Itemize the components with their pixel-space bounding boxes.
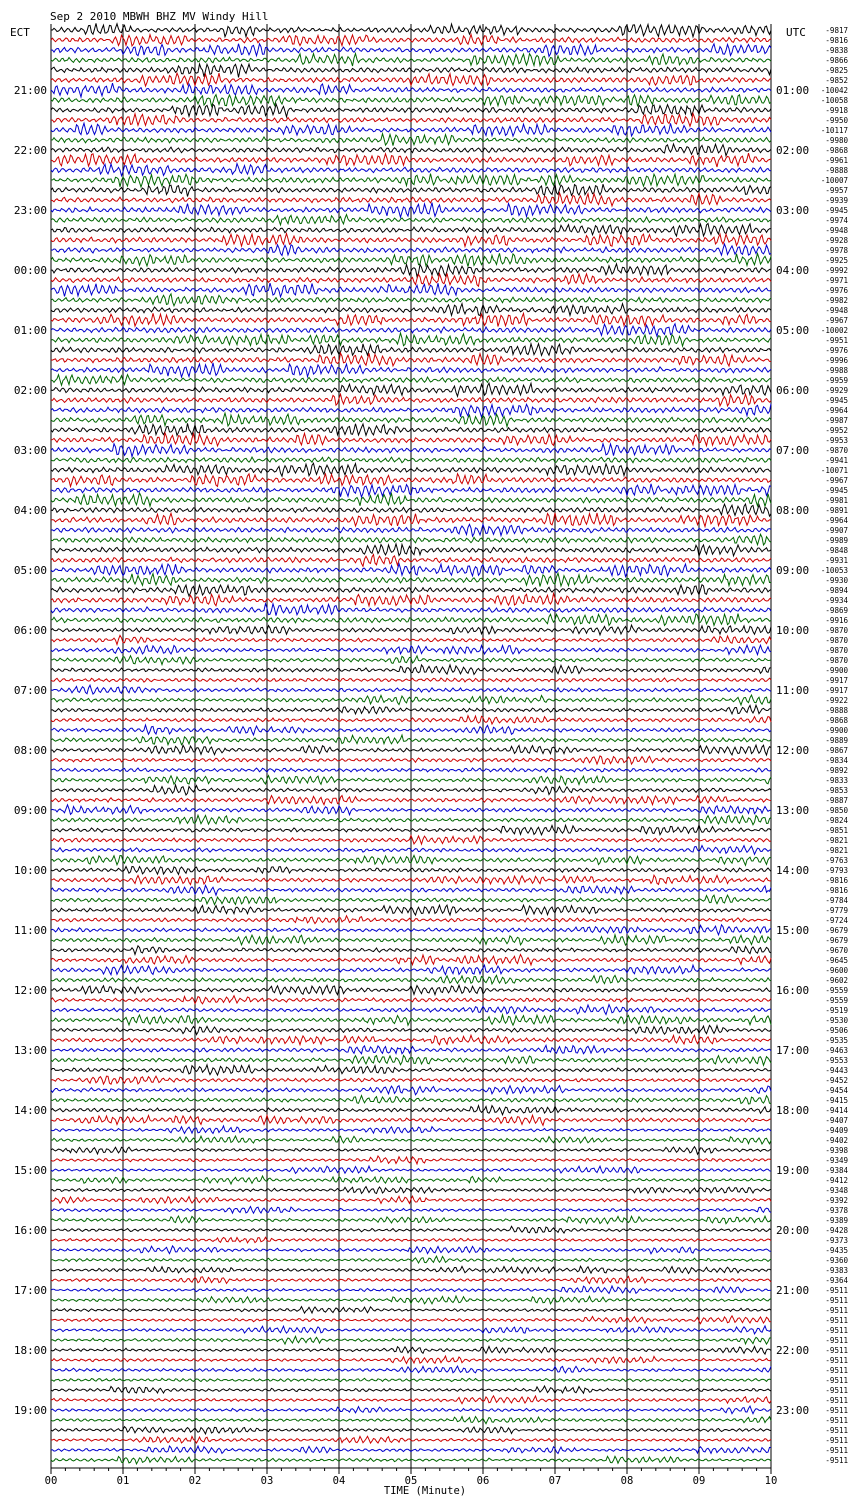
trace-offset-value: -10071	[820, 466, 848, 475]
trace-offset-value: -9679	[825, 926, 848, 935]
left-timezone-label: ECT	[10, 26, 30, 39]
trace-offset-value: -9824	[825, 816, 848, 825]
right-hour-label: 05:00	[776, 324, 810, 337]
right-hour-label: 02:00	[776, 144, 810, 157]
trace-offset-value: -9511	[825, 1396, 848, 1405]
left-hour-label: 21:00	[13, 84, 47, 97]
left-hour-label: 00:00	[13, 264, 47, 277]
x-tick-label: 08	[620, 1475, 634, 1487]
trace-offset-value: -9870	[825, 446, 848, 455]
trace-offset-value: -9922	[825, 696, 848, 705]
right-hour-label: 12:00	[776, 744, 810, 757]
trace-offset-value: -9511	[825, 1296, 848, 1305]
left-hour-label: 23:00	[13, 204, 47, 217]
left-hour-label: 13:00	[13, 1044, 47, 1057]
x-tick-label: 01	[116, 1475, 130, 1487]
trace-offset-value: -9602	[825, 976, 848, 985]
trace-offset-value: -9559	[825, 986, 848, 995]
trace-offset-value: -9407	[825, 1116, 848, 1125]
left-hour-label: 19:00	[13, 1404, 47, 1417]
right-hour-label: 11:00	[776, 684, 810, 697]
trace-offset-value: -9679	[825, 936, 848, 945]
trace-offset-value: -9553	[825, 1056, 848, 1065]
trace-offset-value: -9506	[825, 1026, 848, 1035]
trace-offset-value: -9900	[825, 726, 848, 735]
left-hour-label: 18:00	[13, 1344, 47, 1357]
left-hour-label: 06:00	[13, 624, 47, 637]
trace-offset-value: -9454	[825, 1086, 848, 1095]
trace-offset-value: -9821	[825, 846, 848, 855]
trace-offset-value: -9948	[825, 226, 848, 235]
trace-offset-value: -9941	[825, 456, 848, 465]
trace-offset-labels	[821, 26, 849, 1465]
right-hour-labels	[776, 84, 809, 1417]
right-hour-label: 03:00	[776, 204, 810, 217]
trace-offset-value: -9889	[825, 736, 848, 745]
trace-offset-value: -9435	[825, 1246, 848, 1255]
trace-offset-value: -9868	[825, 716, 848, 725]
trace-offset-value: -9373	[825, 1236, 848, 1245]
trace-offset-value: -9934	[825, 596, 848, 605]
x-tick-label: 00	[44, 1475, 58, 1487]
trace-offset-value: -9838	[825, 46, 848, 55]
trace-offset-value: -9364	[825, 1276, 848, 1285]
right-hour-label: 20:00	[776, 1224, 810, 1237]
trace-offset-value: -9945	[825, 396, 848, 405]
trace-offset-value: -9428	[825, 1226, 848, 1235]
trace-offset-value: -9511	[825, 1346, 848, 1355]
trace-offset-value: -9852	[825, 76, 848, 85]
trace-offset-value: -9916	[825, 616, 848, 625]
trace-offset-value: -9378	[825, 1206, 848, 1215]
trace-offset-value: -9360	[825, 1256, 848, 1265]
trace-offset-value: -9967	[825, 316, 848, 325]
x-tick-label: 04	[332, 1475, 346, 1487]
trace-offset-value: -9870	[825, 646, 848, 655]
trace-offset-value: -9945	[825, 206, 848, 215]
trace-offset-value: -9917	[825, 676, 848, 685]
trace-offset-value: -9793	[825, 866, 848, 875]
trace-offset-value: -9443	[825, 1066, 848, 1075]
right-hour-label: 18:00	[776, 1104, 810, 1117]
trace-offset-value: -9850	[825, 806, 848, 815]
trace-offset-value: -9409	[825, 1126, 848, 1135]
trace-offset-value: -10042	[820, 86, 848, 95]
trace-offset-value: -9939	[825, 196, 848, 205]
trace-offset-value: -9918	[825, 106, 848, 115]
trace-offset-value: -9349	[825, 1156, 848, 1165]
trace-offset-value: -9398	[825, 1146, 848, 1155]
trace-offset-value: -9892	[825, 766, 848, 775]
left-hour-label: 03:00	[13, 444, 47, 457]
trace-offset-value: -9928	[825, 236, 848, 245]
trace-offset-value: -10058	[820, 96, 848, 105]
trace-offset-value: -9511	[825, 1306, 848, 1315]
trace-offset-value: -9535	[825, 1036, 848, 1045]
trace-offset-value: -9964	[825, 406, 848, 415]
trace-offset-value: -9870	[825, 656, 848, 665]
trace-offset-value: -9511	[825, 1286, 848, 1295]
trace-offset-value: -9950	[825, 116, 848, 125]
left-hour-label: 09:00	[13, 804, 47, 817]
trace-offset-value: -9894	[825, 586, 848, 595]
right-hour-label: 22:00	[776, 1344, 810, 1357]
right-hour-label: 15:00	[776, 924, 810, 937]
trace-offset-value: -10007	[820, 176, 848, 185]
trace-offset-value: -9951	[825, 336, 848, 345]
trace-offset-value: -9888	[825, 166, 848, 175]
trace-offset-value: -9511	[825, 1386, 848, 1395]
x-tick-label: 02	[188, 1475, 202, 1487]
right-hour-label: 06:00	[776, 384, 810, 397]
trace-offset-value: -9511	[825, 1416, 848, 1425]
trace-offset-value: -9511	[825, 1376, 848, 1385]
trace-offset-value: -9870	[825, 626, 848, 635]
left-hour-label: 15:00	[13, 1164, 47, 1177]
trace-offset-value: -9645	[825, 956, 848, 965]
trace-offset-value: -9907	[825, 526, 848, 535]
left-hour-label: 02:00	[13, 384, 47, 397]
trace-offset-value: -9511	[825, 1356, 848, 1365]
left-hour-label: 08:00	[13, 744, 47, 757]
right-hour-label: 01:00	[776, 84, 810, 97]
trace-offset-value: -9402	[825, 1136, 848, 1145]
trace-offset-value: -9519	[825, 1006, 848, 1015]
trace-offset-value: -9891	[825, 506, 848, 515]
trace-offset-value: -9945	[825, 486, 848, 495]
trace-offset-value: -9511	[825, 1316, 848, 1325]
trace-offset-value: -9383	[825, 1266, 848, 1275]
trace-offset-value: -9511	[825, 1336, 848, 1345]
trace-offset-value: -9867	[825, 746, 848, 755]
left-hour-label: 10:00	[13, 864, 47, 877]
trace-offset-value: -9511	[825, 1426, 848, 1435]
trace-offset-value: -9987	[825, 416, 848, 425]
trace-offset-value: -9784	[825, 896, 848, 905]
x-tick-label: 03	[260, 1475, 274, 1487]
trace-offset-value: -9851	[825, 826, 848, 835]
trace-offset-value: -9816	[825, 886, 848, 895]
right-hour-label: 23:00	[776, 1404, 810, 1417]
trace-offset-value: -9816	[825, 876, 848, 885]
trace-offset-value: -9389	[825, 1216, 848, 1225]
trace-offset-value: -9988	[825, 366, 848, 375]
trace-offset-value: -9976	[825, 346, 848, 355]
trace-offset-value: -9511	[825, 1326, 848, 1335]
trace-offset-value: -9981	[825, 496, 848, 505]
right-hour-label: 19:00	[776, 1164, 810, 1177]
trace-offset-value: -9868	[825, 146, 848, 155]
trace-offset-value: -10002	[820, 326, 848, 335]
trace-offset-value: -9931	[825, 556, 848, 565]
trace-offset-value: -9900	[825, 666, 848, 675]
x-tick-label: 09	[692, 1475, 706, 1487]
trace-offset-value: -9961	[825, 156, 848, 165]
left-hour-label: 04:00	[13, 504, 47, 517]
left-hour-label: 17:00	[13, 1284, 47, 1297]
left-hour-label: 07:00	[13, 684, 47, 697]
trace-offset-value: -9511	[825, 1406, 848, 1415]
trace-offset-value: -9763	[825, 856, 848, 865]
trace-offset-value: -9870	[825, 636, 848, 645]
x-tick-label: 07	[548, 1475, 562, 1487]
trace-offset-value: -9959	[825, 376, 848, 385]
right-hour-label: 17:00	[776, 1044, 810, 1057]
trace-offset-value: -9452	[825, 1076, 848, 1085]
right-hour-label: 04:00	[776, 264, 810, 277]
trace-offset-value: -9853	[825, 786, 848, 795]
x-tick-label: 06	[476, 1475, 490, 1487]
trace-offset-value: -9821	[825, 836, 848, 845]
left-hour-label: 16:00	[13, 1224, 47, 1237]
x-axis-label: TIME (Minute)	[383, 1485, 467, 1497]
right-hour-label: 09:00	[776, 564, 810, 577]
trace-offset-value: -9964	[825, 516, 848, 525]
right-hour-label: 16:00	[776, 984, 810, 997]
x-tick-label: 10	[764, 1475, 778, 1487]
trace-offset-value: -9463	[825, 1046, 848, 1055]
trace-offset-value: -9976	[825, 286, 848, 295]
trace-offset-value: -9967	[825, 476, 848, 485]
trace-offset-value: -9825	[825, 66, 848, 75]
trace-offset-value: -9559	[825, 996, 848, 1005]
left-hour-labels	[14, 84, 47, 1417]
trace-offset-value: -10117	[820, 126, 848, 135]
left-hour-label: 22:00	[13, 144, 47, 157]
x-tick-label: 05	[404, 1475, 418, 1487]
trace-offset-value: -9833	[825, 776, 848, 785]
trace-offset-value: -9392	[825, 1196, 848, 1205]
trace-offset-value: -9834	[825, 756, 848, 765]
left-hour-label: 01:00	[13, 324, 47, 337]
trace-offset-value: -9980	[825, 136, 848, 145]
trace-offset-value: -9888	[825, 706, 848, 715]
trace-offset-value: -9530	[825, 1016, 848, 1025]
trace-offset-value: -9887	[825, 796, 848, 805]
trace-offset-value: -9866	[825, 56, 848, 65]
trace-offset-value: -9816	[825, 36, 848, 45]
left-hour-label: 12:00	[13, 984, 47, 997]
trace-offset-value: -9511	[825, 1436, 848, 1445]
trace-offset-value: -9412	[825, 1176, 848, 1185]
trace-offset-value: -9957	[825, 186, 848, 195]
left-hour-label: 14:00	[13, 1104, 47, 1117]
trace-offset-value: -9978	[825, 246, 848, 255]
left-hour-label: 11:00	[13, 924, 47, 937]
right-timezone-label: UTC	[786, 26, 806, 39]
right-hour-label: 13:00	[776, 804, 810, 817]
trace-offset-value: -9925	[825, 256, 848, 265]
trace-offset-value: -9384	[825, 1166, 848, 1175]
trace-offset-value: -9511	[825, 1366, 848, 1375]
trace-offset-value: -9917	[825, 686, 848, 695]
trace-offset-value: -9415	[825, 1096, 848, 1105]
left-hour-label: 05:00	[13, 564, 47, 577]
trace-offset-value: -9982	[825, 296, 848, 305]
trace-offset-value: -9929	[825, 386, 848, 395]
trace-offset-value: -9724	[825, 916, 848, 925]
trace-offset-value: -9348	[825, 1186, 848, 1195]
right-hour-label: 21:00	[776, 1284, 810, 1297]
trace-offset-value: -9511	[825, 1446, 848, 1455]
trace-offset-value: -9817	[825, 26, 848, 35]
trace-offset-value: -9779	[825, 906, 848, 915]
right-hour-label: 08:00	[776, 504, 810, 517]
right-hour-label: 14:00	[776, 864, 810, 877]
trace-offset-value: -9971	[825, 276, 848, 285]
trace-offset-value: -9996	[825, 356, 848, 365]
trace-offset-value: -10053	[820, 566, 848, 575]
trace-offset-value: -9848	[825, 546, 848, 555]
trace-offset-value: -9989	[825, 536, 848, 545]
right-hour-label: 10:00	[776, 624, 810, 637]
trace-offset-value: -9948	[825, 306, 848, 315]
trace-offset-value: -9974	[825, 216, 848, 225]
chart-title: Sep 2 2010 MBWH BHZ MV Windy Hill	[50, 10, 269, 23]
trace-offset-value: -9992	[825, 266, 848, 275]
trace-offset-value: -9952	[825, 426, 848, 435]
trace-offset-value: -9600	[825, 966, 848, 975]
trace-offset-value: -9930	[825, 576, 848, 585]
trace-offset-value: -9414	[825, 1106, 848, 1115]
right-hour-label: 07:00	[776, 444, 810, 457]
trace-offset-value: -9869	[825, 606, 848, 615]
trace-offset-value: -9953	[825, 436, 848, 445]
trace-offset-value: -9511	[825, 1456, 848, 1465]
trace-offset-value: -9670	[825, 946, 848, 955]
